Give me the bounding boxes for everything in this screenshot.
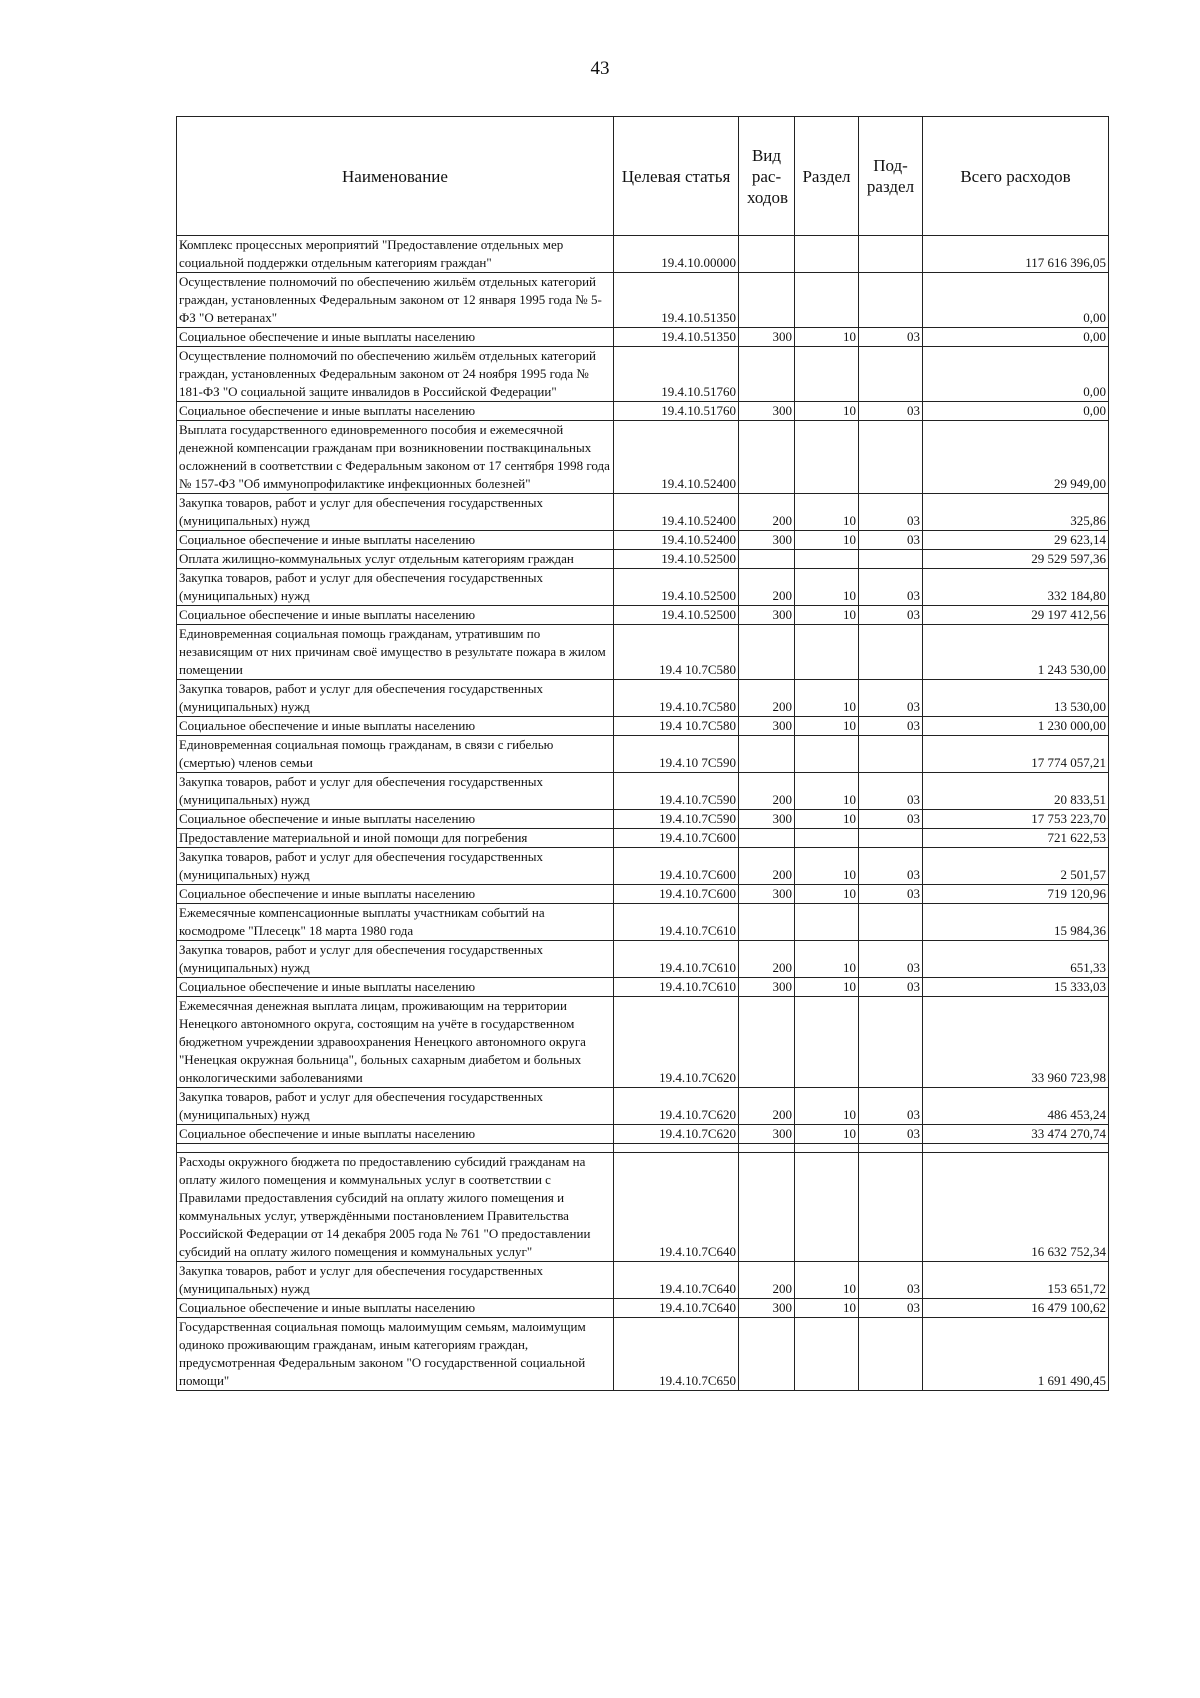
cell-name: Социальное обеспечение и иные выплаты населению xyxy=(177,717,614,736)
cell-target-article: 19.4.10.7C640 xyxy=(614,1299,739,1318)
cell-subsection xyxy=(859,625,923,680)
table-row xyxy=(177,680,1109,717)
cell-name: Социальное обеспечение и иные выплаты населению xyxy=(177,1299,614,1318)
cell-total: 117 616 396,05 xyxy=(923,236,1109,273)
cell-section: 10 xyxy=(795,328,859,347)
cell-name: Закупка товаров, работ и услуг для обеспечения государственных (муниципальных) нужд xyxy=(177,680,614,717)
cell-name: Комплекс процессных мероприятий "Предоставление отдельных мер социальной поддержки отдельным категориям граждан" xyxy=(177,236,614,273)
table-body xyxy=(177,236,1109,1391)
cell-total: 0,00 xyxy=(923,328,1109,347)
cell-section: 10 xyxy=(795,606,859,625)
header-subsection: Под- раздел xyxy=(859,117,923,236)
cell-section: 10 xyxy=(795,569,859,606)
table-row xyxy=(177,941,1109,978)
cell-subsection xyxy=(859,736,923,773)
cell-target-article: 19.4.10.52400 xyxy=(614,421,739,494)
table-row xyxy=(177,736,1109,773)
cell-subsection: 03 xyxy=(859,494,923,531)
cell-total: 1 230 000,00 xyxy=(923,717,1109,736)
header-target-article: Целевая статья xyxy=(614,117,739,236)
cell-expense-kind: 200 xyxy=(739,848,795,885)
cell-total: 17 753 223,70 xyxy=(923,810,1109,829)
budget-expenses-table xyxy=(176,116,1109,1391)
cell-expense-kind: 200 xyxy=(739,569,795,606)
cell-subsection xyxy=(859,829,923,848)
table-row xyxy=(177,997,1109,1088)
cell-total: 721 622,53 xyxy=(923,829,1109,848)
cell-total: 486 453,24 xyxy=(923,1088,1109,1125)
cell-total: 20 833,51 xyxy=(923,773,1109,810)
header-section: Раздел xyxy=(795,117,859,236)
cell-total: 29 197 412,56 xyxy=(923,606,1109,625)
cell-name: Осуществление полномочий по обеспечению жильём отдельных категорий граждан, установленных Федеральным законом от 12 января 1995 года № 5-ФЗ "О ветеранах" xyxy=(177,273,614,328)
cell-subsection: 03 xyxy=(859,1299,923,1318)
cell-target-article: 19.4.10.7C600 xyxy=(614,848,739,885)
cell-target-article: 19.4 10.7C580 xyxy=(614,717,739,736)
spacer-cell xyxy=(177,1144,614,1153)
cell-subsection: 03 xyxy=(859,773,923,810)
cell-expense-kind: 300 xyxy=(739,978,795,997)
table-row xyxy=(177,848,1109,885)
cell-expense-kind xyxy=(739,550,795,569)
spacer-cell xyxy=(614,1144,739,1153)
cell-name: Закупка товаров, работ и услуг для обеспечения государственных (муниципальных) нужд xyxy=(177,848,614,885)
cell-expense-kind: 300 xyxy=(739,531,795,550)
cell-section: 10 xyxy=(795,885,859,904)
header-name: Наименование xyxy=(177,117,614,236)
cell-expense-kind xyxy=(739,829,795,848)
cell-target-article: 19.4.10.52400 xyxy=(614,494,739,531)
cell-subsection: 03 xyxy=(859,1262,923,1299)
table-row xyxy=(177,625,1109,680)
cell-section xyxy=(795,736,859,773)
cell-section: 10 xyxy=(795,402,859,421)
cell-section xyxy=(795,550,859,569)
cell-expense-kind: 200 xyxy=(739,1088,795,1125)
cell-section: 10 xyxy=(795,680,859,717)
cell-section: 10 xyxy=(795,941,859,978)
cell-section: 10 xyxy=(795,773,859,810)
cell-section xyxy=(795,347,859,402)
table-row xyxy=(177,978,1109,997)
cell-expense-kind xyxy=(739,1318,795,1391)
cell-expense-kind: 200 xyxy=(739,494,795,531)
cell-section: 10 xyxy=(795,1125,859,1144)
cell-name: Предоставление материальной и иной помощи для погребения xyxy=(177,829,614,848)
cell-expense-kind xyxy=(739,1153,795,1262)
table-header-row xyxy=(177,117,1109,236)
cell-name: Государственная социальная помощь малоимущим семьям, малоимущим одиноко проживающим гражданам, иным категориям граждан, предусмотренная Федеральным законом "О государственной социальной помощи" xyxy=(177,1318,614,1391)
cell-name: Единовременная социальная помощь гражданам, в связи с гибелью (смертью) членов семьи xyxy=(177,736,614,773)
table-row xyxy=(177,1262,1109,1299)
cell-name: Ежемесячные компенсационные выплаты участникам событий на космодроме "Плесецк" 18 марта 1980 года xyxy=(177,904,614,941)
cell-total: 15 984,36 xyxy=(923,904,1109,941)
cell-subsection xyxy=(859,347,923,402)
cell-total: 16 632 752,34 xyxy=(923,1153,1109,1262)
table-spacer-row xyxy=(177,1144,1109,1153)
cell-name: Расходы окружного бюджета по предоставлению субсидий гражданам на оплату жилого помещения и коммунальных услуг в соответствии с Правилами предоставления субсидий на оплату жилого помещения и коммунальных услуг, утверждёнными постановлением Правительства Российской Федерации от 14 декабря 2005 года № 761 "О предоставлении субсидий на оплату жилого помещения и коммунальных услуг" xyxy=(177,1153,614,1262)
cell-section: 10 xyxy=(795,1088,859,1125)
table-row xyxy=(177,328,1109,347)
cell-name: Социальное обеспечение и иные выплаты населению xyxy=(177,606,614,625)
cell-target-article: 19.4.10.7C610 xyxy=(614,978,739,997)
cell-subsection: 03 xyxy=(859,569,923,606)
cell-subsection: 03 xyxy=(859,1088,923,1125)
cell-section xyxy=(795,625,859,680)
cell-expense-kind xyxy=(739,421,795,494)
cell-target-article: 19.4.10.51760 xyxy=(614,402,739,421)
table-row xyxy=(177,1153,1109,1262)
table-row xyxy=(177,904,1109,941)
cell-subsection xyxy=(859,273,923,328)
cell-expense-kind: 200 xyxy=(739,941,795,978)
table-row xyxy=(177,402,1109,421)
cell-subsection xyxy=(859,904,923,941)
cell-total: 16 479 100,62 xyxy=(923,1299,1109,1318)
cell-target-article: 19.4.10.51350 xyxy=(614,273,739,328)
table-row xyxy=(177,569,1109,606)
cell-expense-kind: 300 xyxy=(739,810,795,829)
cell-target-article: 19.4.10.7C590 xyxy=(614,773,739,810)
cell-total: 2 501,57 xyxy=(923,848,1109,885)
cell-total: 153 651,72 xyxy=(923,1262,1109,1299)
cell-expense-kind: 300 xyxy=(739,1125,795,1144)
cell-subsection xyxy=(859,550,923,569)
cell-expense-kind: 300 xyxy=(739,885,795,904)
cell-expense-kind: 300 xyxy=(739,717,795,736)
table-row xyxy=(177,717,1109,736)
cell-subsection: 03 xyxy=(859,402,923,421)
cell-name: Закупка товаров, работ и услуг для обеспечения государственных (муниципальных) нужд xyxy=(177,1262,614,1299)
cell-subsection: 03 xyxy=(859,1125,923,1144)
cell-total: 15 333,03 xyxy=(923,978,1109,997)
cell-section: 10 xyxy=(795,848,859,885)
cell-section xyxy=(795,829,859,848)
table-row xyxy=(177,1125,1109,1144)
cell-expense-kind: 300 xyxy=(739,1299,795,1318)
cell-target-article: 19.4.10.51760 xyxy=(614,347,739,402)
cell-expense-kind xyxy=(739,997,795,1088)
cell-total: 29 623,14 xyxy=(923,531,1109,550)
table-row xyxy=(177,885,1109,904)
table-row xyxy=(177,606,1109,625)
table-row xyxy=(177,829,1109,848)
cell-name: Социальное обеспечение и иные выплаты населению xyxy=(177,402,614,421)
cell-subsection: 03 xyxy=(859,606,923,625)
cell-total: 0,00 xyxy=(923,273,1109,328)
cell-name: Единовременная социальная помощь гражданам, утратившим по независящим от них причинам своё имущество в результате пожара в жилом помещении xyxy=(177,625,614,680)
cell-expense-kind xyxy=(739,904,795,941)
cell-name: Закупка товаров, работ и услуг для обеспечения государственных (муниципальных) нужд xyxy=(177,569,614,606)
cell-total: 325,86 xyxy=(923,494,1109,531)
cell-target-article: 19.4.10.7C610 xyxy=(614,941,739,978)
cell-target-article: 19.4.10.7C620 xyxy=(614,1088,739,1125)
cell-subsection xyxy=(859,236,923,273)
cell-section xyxy=(795,273,859,328)
cell-section: 10 xyxy=(795,717,859,736)
cell-target-article: 19.4.10.52400 xyxy=(614,531,739,550)
cell-name: Социальное обеспечение и иные выплаты населению xyxy=(177,885,614,904)
cell-name: Закупка товаров, работ и услуг для обеспечения государственных (муниципальных) нужд xyxy=(177,1088,614,1125)
cell-expense-kind: 200 xyxy=(739,773,795,810)
table-row xyxy=(177,531,1109,550)
cell-section: 10 xyxy=(795,1299,859,1318)
cell-total: 332 184,80 xyxy=(923,569,1109,606)
table-row xyxy=(177,1318,1109,1391)
cell-name: Социальное обеспечение и иные выплаты населению xyxy=(177,978,614,997)
table-row xyxy=(177,773,1109,810)
cell-target-article: 19.4.10.00000 xyxy=(614,236,739,273)
cell-name: Закупка товаров, работ и услуг для обеспечения государственных (муниципальных) нужд xyxy=(177,773,614,810)
cell-name: Выплата государственного единовременного пособия и ежемесячной денежной компенсации гражданам при возникновении поствакцинальных осложнений в соответствии с Федеральным законом от 17 сентября 1998 года № 157-ФЗ "Об иммунопрофилактике инфекционных болезней" xyxy=(177,421,614,494)
cell-subsection xyxy=(859,1318,923,1391)
cell-expense-kind: 300 xyxy=(739,402,795,421)
cell-total: 0,00 xyxy=(923,347,1109,402)
cell-expense-kind xyxy=(739,736,795,773)
cell-name: Социальное обеспечение и иные выплаты населению xyxy=(177,328,614,347)
cell-target-article: 19.4.10.7C620 xyxy=(614,997,739,1088)
cell-target-article: 19.4.10.52500 xyxy=(614,550,739,569)
cell-section xyxy=(795,1153,859,1262)
cell-subsection xyxy=(859,1153,923,1262)
table-row xyxy=(177,273,1109,328)
cell-section xyxy=(795,1318,859,1391)
cell-total: 29 529 597,36 xyxy=(923,550,1109,569)
cell-section: 10 xyxy=(795,494,859,531)
cell-section: 10 xyxy=(795,531,859,550)
cell-target-article: 19.4.10.7C590 xyxy=(614,810,739,829)
page-number: 43 xyxy=(590,58,610,79)
cell-total: 1 691 490,45 xyxy=(923,1318,1109,1391)
cell-total: 651,33 xyxy=(923,941,1109,978)
cell-total: 17 774 057,21 xyxy=(923,736,1109,773)
cell-target-article: 19.4.10.7C640 xyxy=(614,1262,739,1299)
table-row xyxy=(177,1299,1109,1318)
cell-name: Закупка товаров, работ и услуг для обеспечения государственных (муниципальных) нужд xyxy=(177,941,614,978)
table-row xyxy=(177,550,1109,569)
cell-expense-kind: 200 xyxy=(739,680,795,717)
cell-subsection: 03 xyxy=(859,941,923,978)
cell-target-article: 19.4.10.52500 xyxy=(614,569,739,606)
cell-subsection: 03 xyxy=(859,810,923,829)
cell-target-article: 19.4.10.52500 xyxy=(614,606,739,625)
cell-expense-kind: 200 xyxy=(739,1262,795,1299)
spacer-cell xyxy=(923,1144,1109,1153)
cell-section xyxy=(795,904,859,941)
cell-subsection: 03 xyxy=(859,885,923,904)
cell-target-article: 19.4.10.7C580 xyxy=(614,680,739,717)
cell-target-article: 19.4.10.7C620 xyxy=(614,1125,739,1144)
header-total-expenses: Всего расходов xyxy=(923,117,1109,236)
table-row xyxy=(177,347,1109,402)
cell-target-article: 19.4.10.7C610 xyxy=(614,904,739,941)
cell-subsection xyxy=(859,997,923,1088)
table-row xyxy=(177,494,1109,531)
cell-total: 1 243 530,00 xyxy=(923,625,1109,680)
cell-target-article: 19.4 10.7C580 xyxy=(614,625,739,680)
cell-name: Ежемесячная денежная выплата лицам, проживающим на территории Ненецкого автономного округа, состоящим на учёте в государственном бюджетном учреждении здравоохранения Ненецкого автономного округа "Ненецкая окружная больница", больных сахарным диабетом и больных онкологическими заболеваниями xyxy=(177,997,614,1088)
cell-name: Осуществление полномочий по обеспечению жильём отдельных категорий граждан, установленных Федеральным законом от 24 ноября 1995 года № 181-ФЗ "О социальной защите инвалидов в Российской Федерации" xyxy=(177,347,614,402)
cell-section xyxy=(795,421,859,494)
cell-target-article: 19.4.10.51350 xyxy=(614,328,739,347)
cell-subsection: 03 xyxy=(859,717,923,736)
cell-subsection xyxy=(859,421,923,494)
cell-total: 0,00 xyxy=(923,402,1109,421)
cell-name: Закупка товаров, работ и услуг для обеспечения государственных (муниципальных) нужд xyxy=(177,494,614,531)
cell-section xyxy=(795,997,859,1088)
cell-subsection: 03 xyxy=(859,531,923,550)
cell-subsection: 03 xyxy=(859,978,923,997)
cell-name: Социальное обеспечение и иные выплаты населению xyxy=(177,1125,614,1144)
cell-expense-kind xyxy=(739,273,795,328)
cell-subsection: 03 xyxy=(859,328,923,347)
cell-subsection: 03 xyxy=(859,680,923,717)
spacer-cell xyxy=(795,1144,859,1153)
cell-section: 10 xyxy=(795,1262,859,1299)
cell-expense-kind: 300 xyxy=(739,606,795,625)
header-expense-kind: Вид рас- ходов xyxy=(739,117,795,236)
cell-total: 33 960 723,98 xyxy=(923,997,1109,1088)
cell-section: 10 xyxy=(795,978,859,997)
table-row xyxy=(177,421,1109,494)
cell-target-article: 19.4.10.7C640 xyxy=(614,1153,739,1262)
table-row xyxy=(177,810,1109,829)
table-row xyxy=(177,236,1109,273)
cell-name: Социальное обеспечение и иные выплаты населению xyxy=(177,531,614,550)
cell-name: Социальное обеспечение и иные выплаты населению xyxy=(177,810,614,829)
cell-total: 29 949,00 xyxy=(923,421,1109,494)
spacer-cell xyxy=(739,1144,795,1153)
cell-target-article: 19.4.10.7C600 xyxy=(614,885,739,904)
cell-target-article: 19.4.10.7C600 xyxy=(614,829,739,848)
cell-expense-kind xyxy=(739,625,795,680)
cell-expense-kind xyxy=(739,347,795,402)
cell-section: 10 xyxy=(795,810,859,829)
cell-expense-kind: 300 xyxy=(739,328,795,347)
cell-section xyxy=(795,236,859,273)
cell-total: 13 530,00 xyxy=(923,680,1109,717)
spacer-cell xyxy=(859,1144,923,1153)
cell-total: 33 474 270,74 xyxy=(923,1125,1109,1144)
table-row xyxy=(177,1088,1109,1125)
cell-total: 719 120,96 xyxy=(923,885,1109,904)
cell-target-article: 19.4.10.7C650 xyxy=(614,1318,739,1391)
cell-subsection: 03 xyxy=(859,848,923,885)
cell-target-article: 19.4.10 7C590 xyxy=(614,736,739,773)
cell-expense-kind xyxy=(739,236,795,273)
cell-name: Оплата жилищно-коммунальных услуг отдельным категориям граждан xyxy=(177,550,614,569)
